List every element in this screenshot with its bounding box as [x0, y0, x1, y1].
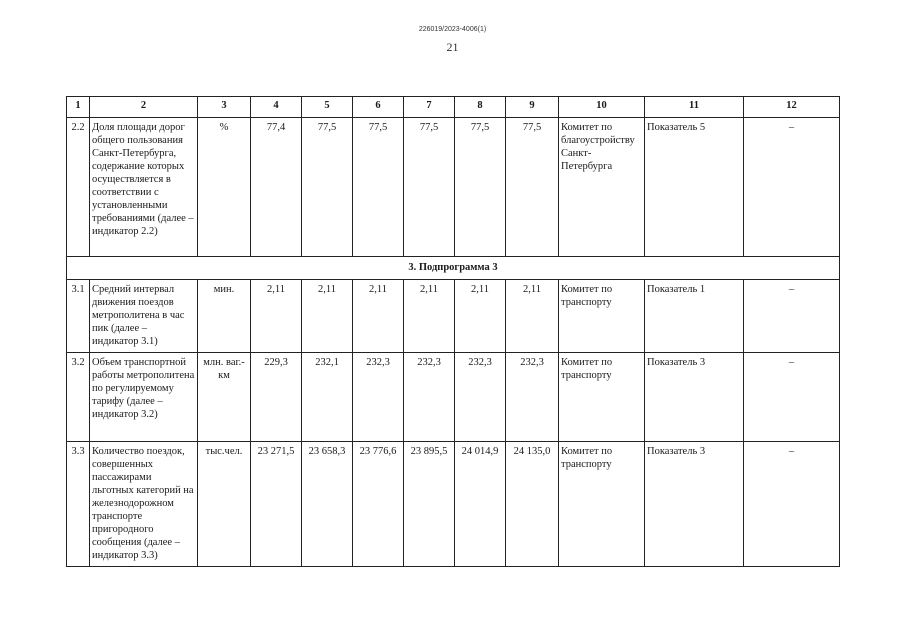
indicators-table: [66, 96, 840, 567]
value-cell: 77,5: [404, 118, 455, 257]
table-row: [67, 280, 840, 353]
value-cell: 77,4: [251, 118, 302, 257]
row-number: 3.3: [67, 442, 90, 567]
unit-cell: млн. ваг.-км: [198, 353, 251, 442]
section-row: [67, 257, 840, 280]
note-cell: –: [744, 118, 840, 257]
executor-cell: Комитет по благоустройству Санкт-Петербурга: [559, 118, 645, 257]
value-cell: 23 776,6: [353, 442, 404, 567]
executor-cell: Комитет по транспорту: [559, 280, 645, 353]
indicator-ref-cell: Показатель 1: [645, 280, 744, 353]
executor-cell: Комитет по транспорту: [559, 353, 645, 442]
column-header: 5: [302, 97, 353, 118]
value-cell: 229,3: [251, 353, 302, 442]
indicator-ref-cell: Показатель 3: [645, 353, 744, 442]
executor-cell: Комитет по транспорту: [559, 442, 645, 567]
value-cell: 77,5: [302, 118, 353, 257]
value-cell: 232,3: [404, 353, 455, 442]
table-row: [67, 442, 840, 567]
indicator-ref-cell: Показатель 3: [645, 442, 744, 567]
indicator-name: Количество поездок, совершенных пассажирами льготных категорий на железнодорожном транспорте пригородного сообщения (далее – индикатор 3.3): [90, 442, 198, 567]
note-cell: –: [744, 442, 840, 567]
value-cell: 77,5: [353, 118, 404, 257]
value-cell: 77,5: [455, 118, 506, 257]
value-cell: 2,11: [455, 280, 506, 353]
page-number: 21: [446, 40, 459, 54]
value-cell: 2,11: [302, 280, 353, 353]
unit-cell: %: [198, 118, 251, 257]
table-row: [67, 118, 840, 257]
value-cell: 232,3: [353, 353, 404, 442]
row-number: 3.1: [67, 280, 90, 353]
unit-cell: мин.: [198, 280, 251, 353]
value-cell: 2,11: [353, 280, 404, 353]
row-number: 2.2: [67, 118, 90, 257]
value-cell: 23 895,5: [404, 442, 455, 567]
value-cell: 24 135,0: [506, 442, 559, 567]
value-cell: 232,3: [506, 353, 559, 442]
note-cell: –: [744, 353, 840, 442]
value-cell: 2,11: [506, 280, 559, 353]
indicator-ref-cell: Показатель 5: [645, 118, 744, 257]
column-header: 11: [645, 97, 744, 118]
value-cell: 232,1: [302, 353, 353, 442]
value-cell: 2,11: [404, 280, 455, 353]
indicator-name: Средний интервал движения поездов метрополитена в час пик (далее – индикатор 3.1): [90, 280, 198, 353]
column-header: 7: [404, 97, 455, 118]
column-header: 4: [251, 97, 302, 118]
indicator-name: Доля площади дорог общего пользования Санкт-Петербурга, содержание которых осуществляется в соответствии с установленными требованиями (далее – индикатор 2.2): [90, 118, 198, 257]
table-row: [67, 353, 840, 442]
column-header: 9: [506, 97, 559, 118]
column-header: 12: [744, 97, 840, 118]
row-number: 3.2: [67, 353, 90, 442]
value-cell: 2,11: [251, 280, 302, 353]
column-header: 3: [198, 97, 251, 118]
table-header-row: [67, 97, 840, 118]
note-cell: –: [744, 280, 840, 353]
column-header: 8: [455, 97, 506, 118]
section-title: 3. Подпрограмма 3: [67, 257, 840, 280]
unit-cell: тыс.чел.: [198, 442, 251, 567]
value-cell: 23 271,5: [251, 442, 302, 567]
column-header: 1: [67, 97, 90, 118]
document-stamp: 226019/2023-4006(1): [418, 26, 487, 33]
column-header: 2: [90, 97, 198, 118]
value-cell: 24 014,9: [455, 442, 506, 567]
column-header: 10: [559, 97, 645, 118]
value-cell: 232,3: [455, 353, 506, 442]
column-header: 6: [353, 97, 404, 118]
indicator-name: Объем транспортной работы метрополитена по регулируемому тарифу (далее – индикатор 3.2): [90, 353, 198, 442]
value-cell: 23 658,3: [302, 442, 353, 567]
value-cell: 77,5: [506, 118, 559, 257]
